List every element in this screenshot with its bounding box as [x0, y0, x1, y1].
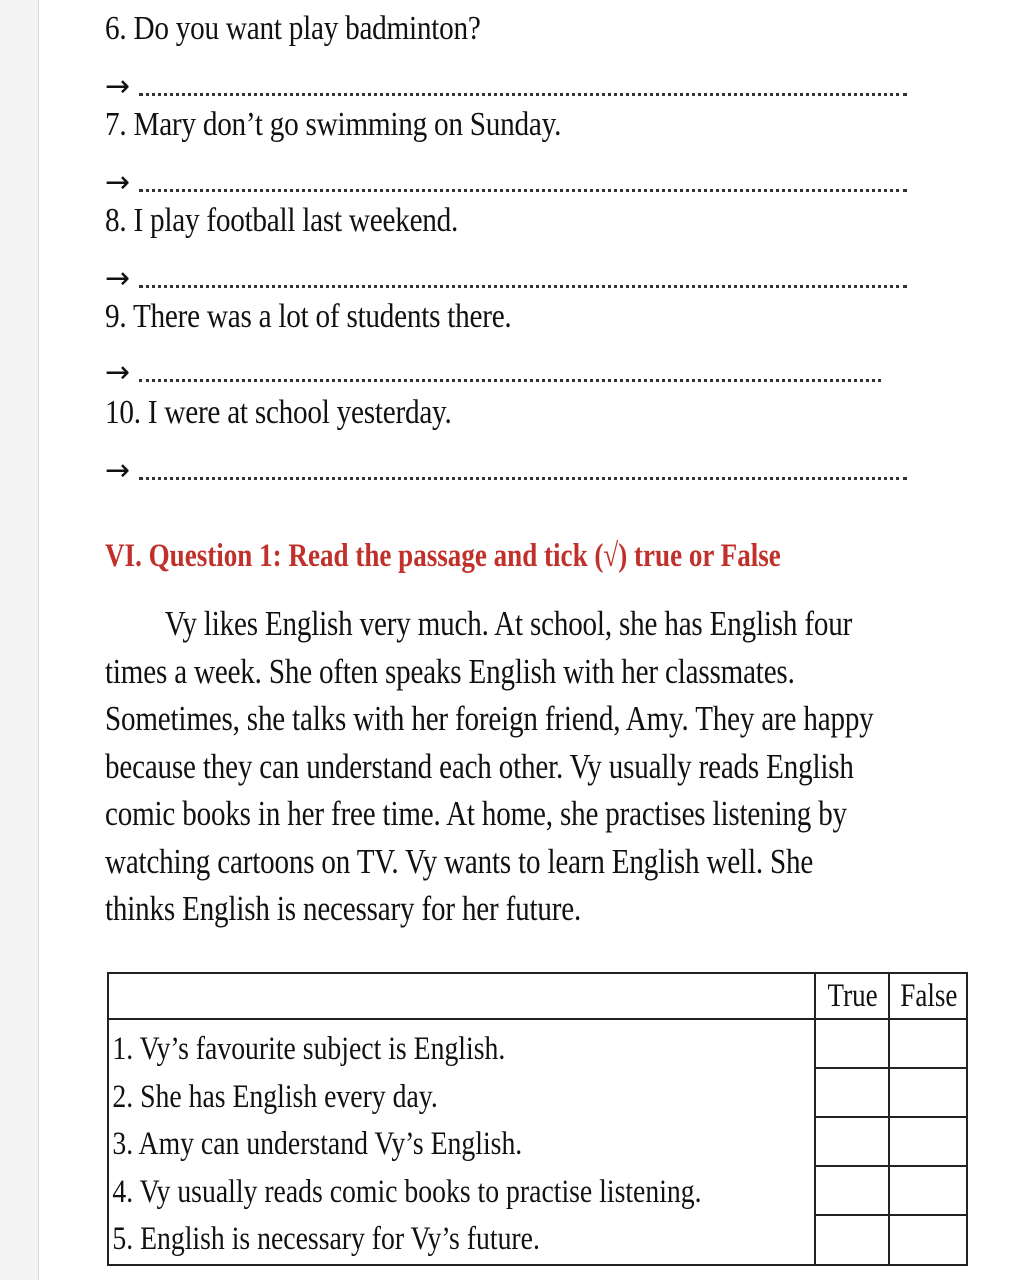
question-text: Mary don’t go swimming on Sunday. — [133, 106, 562, 143]
section-heading: VI. Question 1: Read the passage and tick (√) true or False — [105, 538, 781, 574]
statement-1: 1. Vy’s favourite subject is English. — [112, 1031, 506, 1067]
false-header: False — [889, 973, 967, 1019]
passage-line: watching cartoons on TV. Vy wants to learn English well. She — [105, 841, 814, 881]
arrow-icon: → — [105, 165, 131, 200]
question-text: Do you want play badminton? — [133, 10, 481, 47]
question-9 — [105, 298, 511, 336]
dotted-answer-line — [139, 93, 907, 96]
true-false-table — [107, 972, 968, 1266]
question-6 — [105, 10, 481, 48]
question-text: I were at school yesterday. — [147, 394, 452, 431]
answer-line-10[interactable] — [105, 453, 907, 488]
statement-4: 4. Vy usually reads comic books to practise listening. — [112, 1173, 702, 1210]
statement-3: 3. Amy can understand Vy’s English. — [112, 1126, 523, 1162]
question-number: 9. — [105, 298, 127, 335]
true-checkbox-3[interactable] — [815, 1117, 889, 1166]
true-checkbox-1[interactable] — [815, 1019, 889, 1068]
false-checkbox-5[interactable] — [889, 1215, 967, 1264]
dotted-answer-line — [139, 477, 907, 480]
true-checkbox-4[interactable] — [815, 1166, 889, 1215]
question-number: 7. — [105, 106, 127, 143]
worksheet-page — [38, 0, 1024, 1280]
dotted-answer-line — [139, 285, 907, 288]
table-row — [108, 1019, 967, 1068]
question-text: I play football last weekend. — [133, 202, 459, 239]
statement-2: 2. She has English every day. — [112, 1078, 438, 1115]
table-header-row — [108, 973, 967, 1019]
passage-line: comic books in her free time. At home, she practises listening by — [105, 794, 847, 833]
passage-line: Vy likes English very much. At school, she has English four — [164, 604, 853, 643]
passage-line: Sometimes, she talks with her foreign friend, Amy. They are happy — [105, 699, 874, 738]
question-10 — [105, 394, 452, 432]
arrow-icon: → — [105, 355, 131, 390]
answer-line-9[interactable] — [105, 355, 881, 390]
question-number: 8. — [105, 202, 127, 239]
dotted-answer-line — [139, 379, 881, 382]
statements-cell — [108, 1019, 815, 1265]
statement-header — [108, 973, 815, 1019]
answer-line-6[interactable] — [105, 69, 907, 104]
passage-line: because they can understand each other. Vy usually reads English — [105, 746, 854, 786]
true-checkbox-5[interactable] — [815, 1215, 889, 1264]
false-checkbox-3[interactable] — [889, 1117, 967, 1166]
arrow-icon: → — [105, 453, 131, 488]
question-number: 6. — [105, 10, 127, 47]
question-7 — [105, 106, 561, 144]
question-text: There was a lot of students there. — [132, 298, 512, 335]
statement-5: 5. English is necessary for Vy’s future. — [112, 1221, 540, 1257]
dotted-answer-line — [139, 189, 907, 192]
true-header: True — [815, 973, 889, 1019]
false-checkbox-4[interactable] — [889, 1166, 967, 1215]
arrow-icon: → — [105, 261, 131, 296]
passage-line: thinks English is necessary for her future. — [105, 889, 582, 928]
arrow-icon: → — [105, 69, 131, 104]
false-checkbox-2[interactable] — [889, 1068, 967, 1117]
passage-line: times a week. She often speaks English with her classmates. — [105, 651, 795, 691]
reading-passage — [105, 600, 977, 933]
question-8 — [105, 202, 458, 240]
answer-line-8[interactable] — [105, 261, 907, 296]
answer-line-7[interactable] — [105, 165, 907, 200]
question-number: 10. — [105, 394, 141, 431]
true-checkbox-2[interactable] — [815, 1068, 889, 1117]
false-checkbox-1[interactable] — [889, 1019, 967, 1068]
